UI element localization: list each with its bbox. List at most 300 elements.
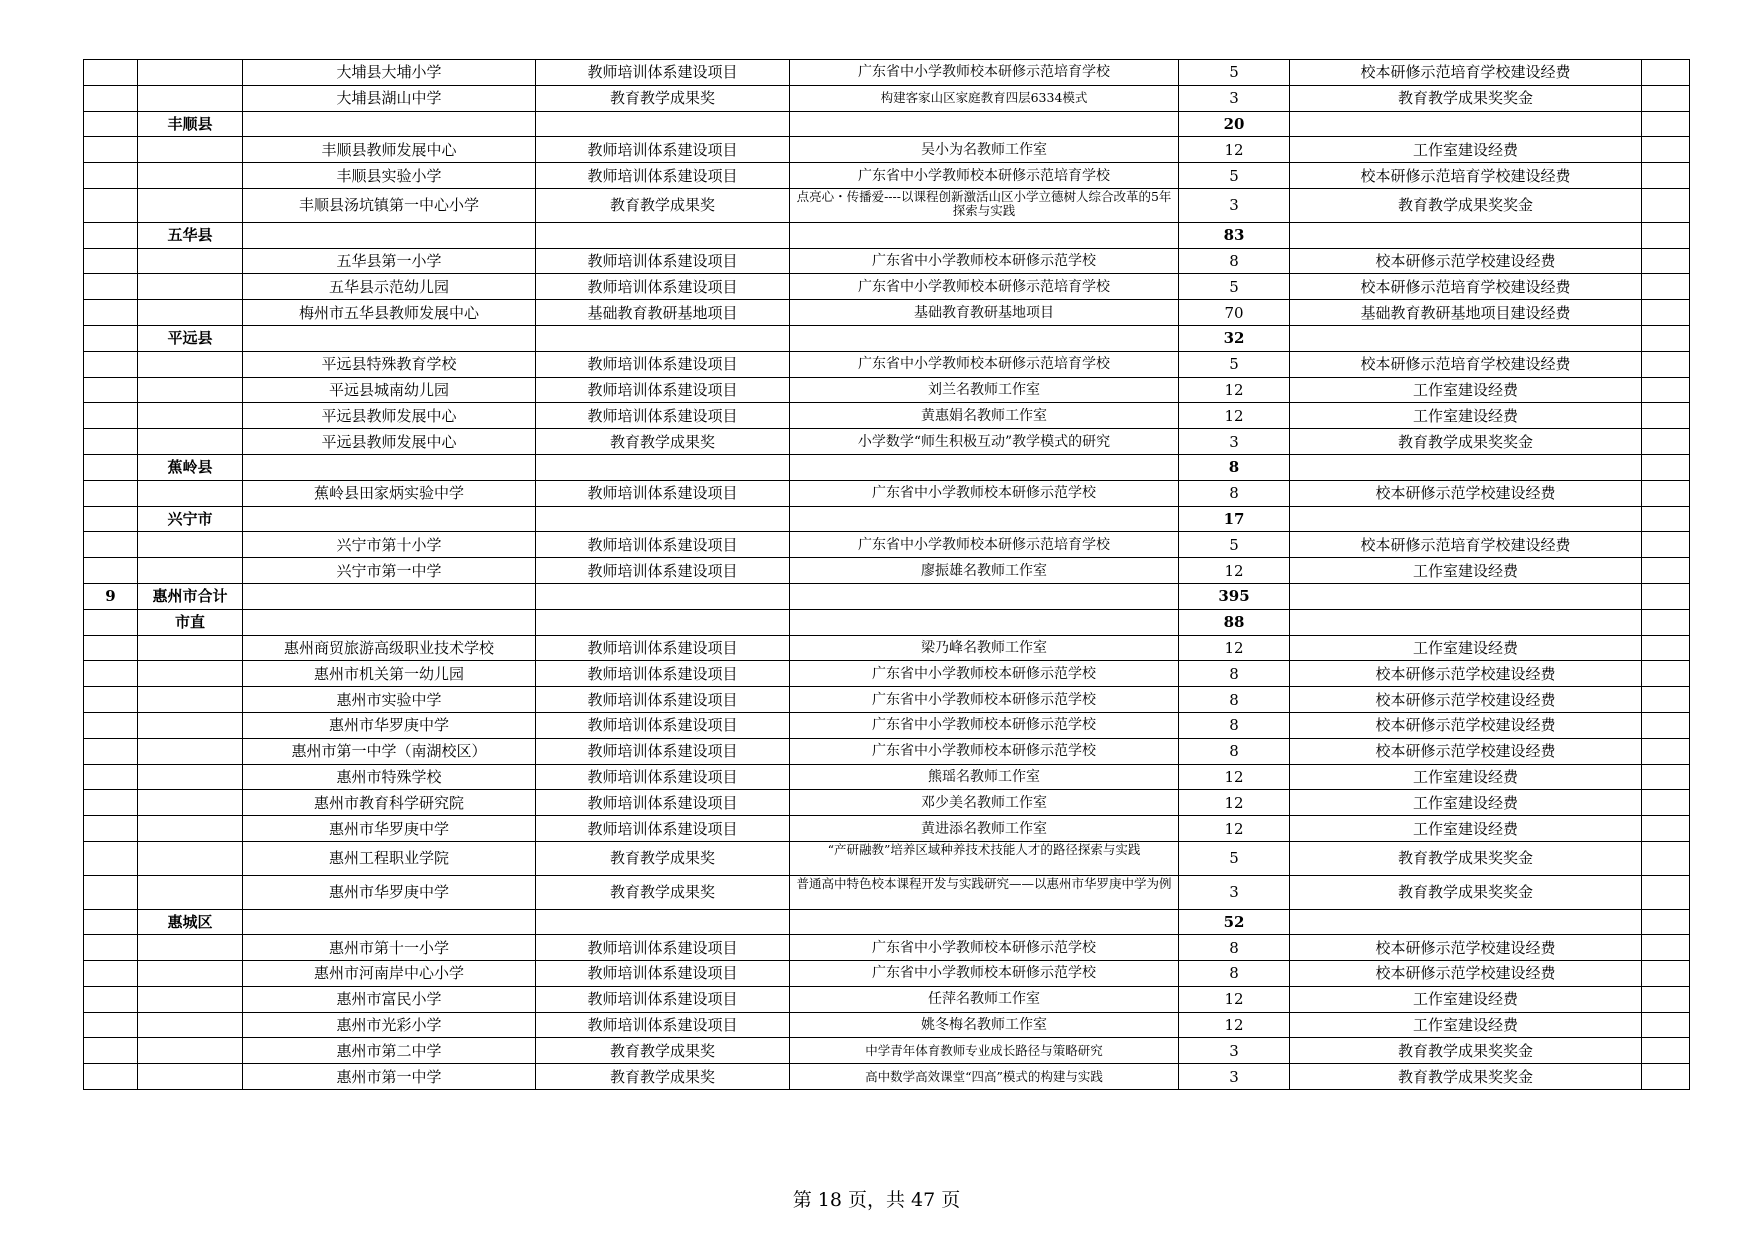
- category-cell: 教育教学成果奖: [536, 429, 790, 455]
- amount-cell: 8: [1179, 738, 1290, 764]
- table-row: [84, 635, 1690, 661]
- row-number-cell: [84, 274, 138, 300]
- note-cell: [1642, 909, 1690, 935]
- purpose-cell: 教育教学成果奖奖金: [1290, 429, 1642, 455]
- amount-cell: 5: [1179, 532, 1290, 558]
- project-cell: 广东省中小学教师校本研修示范培育学校: [790, 60, 1179, 86]
- note-cell: [1642, 85, 1690, 111]
- city-total-row: [84, 583, 1690, 609]
- amount-cell: 12: [1179, 1012, 1290, 1038]
- project-text: 点亮心・传播爱----以课程创新激活山区小学立德树人综合改革的5年探索与实践: [796, 190, 1172, 219]
- note-cell: [1642, 429, 1690, 455]
- category-cell: 教师培训体系建设项目: [536, 60, 790, 86]
- row-number-cell: [84, 325, 138, 351]
- table-row: [84, 738, 1690, 764]
- row-number-cell: [84, 687, 138, 713]
- unit-cell: 丰顺县实验小学: [243, 163, 536, 189]
- region-cell: [138, 764, 243, 790]
- unit-cell: 惠州市华罗庚中学: [243, 875, 536, 909]
- amount-cell: 5: [1179, 841, 1290, 875]
- project-cell: [790, 875, 1179, 909]
- unit-cell: 惠州工程职业学院: [243, 841, 536, 875]
- project-cell: [790, 583, 1179, 609]
- project-cell: 黄进添名教师工作室: [790, 816, 1179, 842]
- row-number-cell: [84, 188, 138, 222]
- note-cell: [1642, 274, 1690, 300]
- region-cell: [138, 1064, 243, 1090]
- amount-cell: 12: [1179, 816, 1290, 842]
- row-number-cell: [84, 558, 138, 584]
- row-number-cell: [84, 60, 138, 86]
- row-number-cell: [84, 429, 138, 455]
- table-row: [84, 188, 1690, 222]
- note-cell: [1642, 222, 1690, 248]
- category-cell: [536, 111, 790, 137]
- region-cell: 惠州市合计: [138, 583, 243, 609]
- amount-cell: 52: [1179, 909, 1290, 935]
- project-cell: 广东省中小学教师校本研修示范学校: [790, 712, 1179, 738]
- category-cell: 教师培训体系建设项目: [536, 816, 790, 842]
- purpose-cell: 工作室建设经费: [1290, 635, 1642, 661]
- region-cell: 丰顺县: [138, 111, 243, 137]
- table-row: [84, 377, 1690, 403]
- unit-cell: 平远县教师发展中心: [243, 403, 536, 429]
- unit-cell: 平远县城南幼儿园: [243, 377, 536, 403]
- purpose-cell: 教育教学成果奖奖金: [1290, 1038, 1642, 1064]
- region-cell: [138, 558, 243, 584]
- table-row: [84, 1038, 1690, 1064]
- project-cell: 广东省中小学教师校本研修示范学校: [790, 661, 1179, 687]
- table-row: [84, 875, 1690, 909]
- note-cell: [1642, 661, 1690, 687]
- project-cell: [790, 609, 1179, 635]
- purpose-cell: [1290, 325, 1642, 351]
- table-row: [84, 841, 1690, 875]
- region-cell: [138, 300, 243, 326]
- note-cell: [1642, 532, 1690, 558]
- project-text: “产研融教”培养区域种养技术技能人才的路径探索与实践: [827, 843, 1141, 858]
- region-cell: [138, 60, 243, 86]
- region-cell: [138, 738, 243, 764]
- purpose-cell: 校本研修示范培育学校建设经费: [1290, 274, 1642, 300]
- category-cell: 教师培训体系建设项目: [536, 764, 790, 790]
- category-cell: 教育教学成果奖: [536, 188, 790, 222]
- amount-cell: 83: [1179, 222, 1290, 248]
- project-cell: 广东省中小学教师校本研修示范学校: [790, 961, 1179, 987]
- unit-cell: 惠州市华罗庚中学: [243, 816, 536, 842]
- purpose-cell: 教育教学成果奖奖金: [1290, 188, 1642, 222]
- row-number-cell: [84, 163, 138, 189]
- purpose-cell: 校本研修示范学校建设经费: [1290, 687, 1642, 713]
- unit-cell: 梅州市五华县教师发展中心: [243, 300, 536, 326]
- note-cell: [1642, 986, 1690, 1012]
- note-cell: [1642, 163, 1690, 189]
- region-cell: [138, 351, 243, 377]
- note-cell: [1642, 1064, 1690, 1090]
- purpose-cell: 校本研修示范培育学校建设经费: [1290, 532, 1642, 558]
- table-row: [84, 1064, 1690, 1090]
- note-cell: [1642, 841, 1690, 875]
- unit-cell: 五华县第一小学: [243, 248, 536, 274]
- table-row: [84, 137, 1690, 163]
- unit-cell: 惠州商贸旅游高级职业技术学校: [243, 635, 536, 661]
- project-cell: [790, 325, 1179, 351]
- amount-cell: 3: [1179, 875, 1290, 909]
- amount-cell: 32: [1179, 325, 1290, 351]
- unit-cell: 大埔县湖山中学: [243, 85, 536, 111]
- row-number-cell: [84, 85, 138, 111]
- table-row: [84, 1012, 1690, 1038]
- region-cell: [138, 687, 243, 713]
- table-body: [84, 60, 1690, 1090]
- amount-cell: 12: [1179, 790, 1290, 816]
- row-number-cell: [84, 935, 138, 961]
- row-number-cell: [84, 816, 138, 842]
- category-cell: [536, 222, 790, 248]
- region-cell: 惠城区: [138, 909, 243, 935]
- purpose-cell: 工作室建设经费: [1290, 377, 1642, 403]
- page-footer: 第 18 页，共 47 页: [792, 1189, 961, 1211]
- category-cell: 教师培训体系建设项目: [536, 558, 790, 584]
- row-number-cell: [84, 661, 138, 687]
- amount-cell: 12: [1179, 558, 1290, 584]
- region-cell: [138, 137, 243, 163]
- category-cell: 教师培训体系建设项目: [536, 661, 790, 687]
- row-number-cell: [84, 403, 138, 429]
- note-cell: [1642, 1038, 1690, 1064]
- project-cell: 广东省中小学教师校本研修示范培育学校: [790, 532, 1179, 558]
- purpose-cell: [1290, 454, 1642, 480]
- unit-cell: [243, 506, 536, 532]
- project-cell: 熊瑶名教师工作室: [790, 764, 1179, 790]
- region-cell: [138, 480, 243, 506]
- table-row: [84, 300, 1690, 326]
- project-cell: 任萍名教师工作室: [790, 986, 1179, 1012]
- note-cell: [1642, 351, 1690, 377]
- region-cell: 五华县: [138, 222, 243, 248]
- purpose-cell: 工作室建设经费: [1290, 558, 1642, 584]
- category-cell: 教师培训体系建设项目: [536, 935, 790, 961]
- region-cell: [138, 274, 243, 300]
- table-row: [84, 558, 1690, 584]
- table-row: [84, 274, 1690, 300]
- row-number-cell: [84, 712, 138, 738]
- project-cell: [790, 222, 1179, 248]
- purpose-cell: 教育教学成果奖奖金: [1290, 841, 1642, 875]
- category-cell: [536, 609, 790, 635]
- row-number-cell: [84, 609, 138, 635]
- project-cell: [790, 454, 1179, 480]
- project-cell: 吴小为名教师工作室: [790, 137, 1179, 163]
- row-number-cell: [84, 738, 138, 764]
- row-number-cell: [84, 909, 138, 935]
- unit-cell: [243, 609, 536, 635]
- purpose-cell: 校本研修示范培育学校建设经费: [1290, 163, 1642, 189]
- unit-cell: [243, 325, 536, 351]
- category-cell: 教师培训体系建设项目: [536, 687, 790, 713]
- unit-cell: 惠州市实验中学: [243, 687, 536, 713]
- region-cell: [138, 816, 243, 842]
- table-row: [84, 429, 1690, 455]
- note-cell: [1642, 961, 1690, 987]
- project-cell: 小学数学“师生积极互动”教学模式的研究: [790, 429, 1179, 455]
- unit-cell: 惠州市第一中学: [243, 1064, 536, 1090]
- amount-cell: 88: [1179, 609, 1290, 635]
- category-cell: 教师培训体系建设项目: [536, 163, 790, 189]
- region-cell: [138, 712, 243, 738]
- amount-cell: 8: [1179, 687, 1290, 713]
- row-number-cell: [84, 377, 138, 403]
- unit-cell: 平远县特殊教育学校: [243, 351, 536, 377]
- project-cell: 构建客家山区家庭教育四层6334模式: [790, 85, 1179, 111]
- unit-cell: 惠州市教育科学研究院: [243, 790, 536, 816]
- project-cell: 梁乃峰名教师工作室: [790, 635, 1179, 661]
- amount-cell: 12: [1179, 986, 1290, 1012]
- purpose-cell: 工作室建设经费: [1290, 986, 1642, 1012]
- category-cell: [536, 325, 790, 351]
- district-subtotal-row: [84, 454, 1690, 480]
- category-cell: 教师培训体系建设项目: [536, 738, 790, 764]
- district-subtotal-row: [84, 909, 1690, 935]
- amount-cell: 12: [1179, 137, 1290, 163]
- amount-cell: 8: [1179, 712, 1290, 738]
- table-row: [84, 480, 1690, 506]
- project-cell: [790, 909, 1179, 935]
- category-cell: [536, 506, 790, 532]
- note-cell: [1642, 790, 1690, 816]
- district-subtotal-row: [84, 222, 1690, 248]
- category-cell: 教育教学成果奖: [536, 1064, 790, 1090]
- project-cell: 广东省中小学教师校本研修示范培育学校: [790, 274, 1179, 300]
- note-cell: [1642, 403, 1690, 429]
- unit-cell: 惠州市富民小学: [243, 986, 536, 1012]
- category-cell: 教育教学成果奖: [536, 841, 790, 875]
- table-row: [84, 935, 1690, 961]
- table-row: [84, 712, 1690, 738]
- purpose-cell: 基础教育教研基地项目建设经费: [1290, 300, 1642, 326]
- region-cell: 蕉岭县: [138, 454, 243, 480]
- category-cell: 教师培训体系建设项目: [536, 480, 790, 506]
- unit-cell: [243, 909, 536, 935]
- allocation-table: [83, 59, 1690, 1090]
- note-cell: [1642, 506, 1690, 532]
- amount-cell: 3: [1179, 188, 1290, 222]
- unit-cell: 兴宁市第一中学: [243, 558, 536, 584]
- project-cell: 高中数学高效课堂“四高”模式的构建与实践: [790, 1064, 1179, 1090]
- row-number-cell: [84, 480, 138, 506]
- table-row: [84, 85, 1690, 111]
- amount-cell: 5: [1179, 274, 1290, 300]
- unit-cell: 惠州市第一中学（南湖校区）: [243, 738, 536, 764]
- unit-cell: [243, 583, 536, 609]
- unit-cell: [243, 222, 536, 248]
- region-cell: [138, 188, 243, 222]
- note-cell: [1642, 583, 1690, 609]
- category-cell: 教师培训体系建设项目: [536, 712, 790, 738]
- amount-cell: 5: [1179, 351, 1290, 377]
- project-cell: 黄惠娟名教师工作室: [790, 403, 1179, 429]
- unit-cell: 惠州市河南岸中心小学: [243, 961, 536, 987]
- note-cell: [1642, 480, 1690, 506]
- table-row: [84, 403, 1690, 429]
- region-cell: [138, 790, 243, 816]
- unit-cell: 大埔县大埔小学: [243, 60, 536, 86]
- note-cell: [1642, 1012, 1690, 1038]
- amount-cell: 70: [1179, 300, 1290, 326]
- district-subtotal-row: [84, 111, 1690, 137]
- category-cell: 教师培训体系建设项目: [536, 137, 790, 163]
- category-cell: 教育教学成果奖: [536, 1038, 790, 1064]
- purpose-cell: 校本研修示范培育学校建设经费: [1290, 60, 1642, 86]
- amount-cell: 5: [1179, 60, 1290, 86]
- table-row: [84, 986, 1690, 1012]
- note-cell: [1642, 300, 1690, 326]
- category-cell: [536, 909, 790, 935]
- project-cell: 广东省中小学教师校本研修示范培育学校: [790, 163, 1179, 189]
- row-number-cell: [84, 961, 138, 987]
- row-number-cell: [84, 841, 138, 875]
- unit-cell: 惠州市光彩小学: [243, 1012, 536, 1038]
- row-number-cell: [84, 111, 138, 137]
- project-cell: 广东省中小学教师校本研修示范学校: [790, 687, 1179, 713]
- note-cell: [1642, 325, 1690, 351]
- project-cell: 姚冬梅名教师工作室: [790, 1012, 1179, 1038]
- amount-cell: 12: [1179, 377, 1290, 403]
- project-cell: 刘兰名教师工作室: [790, 377, 1179, 403]
- region-cell: [138, 1038, 243, 1064]
- project-cell: 邓少美名教师工作室: [790, 790, 1179, 816]
- table-row: [84, 961, 1690, 987]
- project-cell: 广东省中小学教师校本研修示范学校: [790, 248, 1179, 274]
- amount-cell: 395: [1179, 583, 1290, 609]
- note-cell: [1642, 377, 1690, 403]
- region-cell: [138, 986, 243, 1012]
- purpose-cell: [1290, 909, 1642, 935]
- region-cell: [138, 635, 243, 661]
- purpose-cell: 校本研修示范学校建设经费: [1290, 248, 1642, 274]
- amount-cell: 8: [1179, 935, 1290, 961]
- purpose-cell: 校本研修示范学校建设经费: [1290, 961, 1642, 987]
- unit-cell: [243, 111, 536, 137]
- category-cell: 教师培训体系建设项目: [536, 961, 790, 987]
- category-cell: 教育教学成果奖: [536, 875, 790, 909]
- region-cell: [138, 532, 243, 558]
- table-row: [84, 60, 1690, 86]
- row-number-cell: [84, 351, 138, 377]
- table-row: [84, 248, 1690, 274]
- region-cell: 平远县: [138, 325, 243, 351]
- project-text: 普通高中特色校本课程开发与实践研究——以惠州市华罗庚中学为例: [796, 877, 1172, 892]
- project-cell: 广东省中小学教师校本研修示范培育学校: [790, 351, 1179, 377]
- unit-cell: 惠州市机关第一幼儿园: [243, 661, 536, 687]
- category-cell: 教师培训体系建设项目: [536, 351, 790, 377]
- project-cell: 廖振雄名教师工作室: [790, 558, 1179, 584]
- note-cell: [1642, 137, 1690, 163]
- note-cell: [1642, 60, 1690, 86]
- amount-cell: 3: [1179, 1038, 1290, 1064]
- amount-cell: 8: [1179, 961, 1290, 987]
- category-cell: 教师培训体系建设项目: [536, 274, 790, 300]
- district-subtotal-row: [84, 609, 1690, 635]
- purpose-cell: 工作室建设经费: [1290, 790, 1642, 816]
- amount-cell: 3: [1179, 429, 1290, 455]
- project-cell: [790, 188, 1179, 222]
- table-row: [84, 163, 1690, 189]
- purpose-cell: 工作室建设经费: [1290, 137, 1642, 163]
- region-cell: [138, 935, 243, 961]
- row-number-cell: [84, 137, 138, 163]
- amount-cell: 5: [1179, 163, 1290, 189]
- purpose-cell: 校本研修示范学校建设经费: [1290, 480, 1642, 506]
- category-cell: 教师培训体系建设项目: [536, 377, 790, 403]
- note-cell: [1642, 687, 1690, 713]
- table-row: [84, 661, 1690, 687]
- amount-cell: 8: [1179, 248, 1290, 274]
- note-cell: [1642, 609, 1690, 635]
- note-cell: [1642, 635, 1690, 661]
- unit-cell: 丰顺县教师发展中心: [243, 137, 536, 163]
- row-number-cell: [84, 764, 138, 790]
- unit-cell: 蕉岭县田家炳实验中学: [243, 480, 536, 506]
- purpose-cell: 工作室建设经费: [1290, 1012, 1642, 1038]
- purpose-cell: 校本研修示范学校建设经费: [1290, 738, 1642, 764]
- purpose-cell: [1290, 506, 1642, 532]
- purpose-cell: [1290, 222, 1642, 248]
- project-cell: [790, 506, 1179, 532]
- amount-cell: 17: [1179, 506, 1290, 532]
- region-cell: [138, 377, 243, 403]
- row-number-cell: [84, 506, 138, 532]
- row-number-cell: 9: [84, 583, 138, 609]
- unit-cell: 惠州市第十一小学: [243, 935, 536, 961]
- unit-cell: 兴宁市第十小学: [243, 532, 536, 558]
- table-row: [84, 687, 1690, 713]
- category-cell: [536, 583, 790, 609]
- category-cell: 教师培训体系建设项目: [536, 635, 790, 661]
- row-number-cell: [84, 1064, 138, 1090]
- category-cell: 教师培训体系建设项目: [536, 986, 790, 1012]
- region-cell: [138, 961, 243, 987]
- row-number-cell: [84, 635, 138, 661]
- row-number-cell: [84, 1012, 138, 1038]
- row-number-cell: [84, 222, 138, 248]
- unit-cell: 平远县教师发展中心: [243, 429, 536, 455]
- purpose-cell: 教育教学成果奖奖金: [1290, 85, 1642, 111]
- note-cell: [1642, 816, 1690, 842]
- unit-cell: 丰顺县汤坑镇第一中心小学: [243, 188, 536, 222]
- purpose-cell: 教育教学成果奖奖金: [1290, 1064, 1642, 1090]
- amount-cell: 20: [1179, 111, 1290, 137]
- unit-cell: 惠州市华罗庚中学: [243, 712, 536, 738]
- region-cell: [138, 661, 243, 687]
- note-cell: [1642, 188, 1690, 222]
- purpose-cell: 校本研修示范培育学校建设经费: [1290, 351, 1642, 377]
- table-row: [84, 764, 1690, 790]
- row-number-cell: [84, 454, 138, 480]
- purpose-cell: 校本研修示范学校建设经费: [1290, 935, 1642, 961]
- amount-cell: 8: [1179, 480, 1290, 506]
- district-subtotal-row: [84, 325, 1690, 351]
- amount-cell: 12: [1179, 403, 1290, 429]
- unit-cell: 惠州市特殊学校: [243, 764, 536, 790]
- row-number-cell: [84, 248, 138, 274]
- row-number-cell: [84, 875, 138, 909]
- note-cell: [1642, 248, 1690, 274]
- note-cell: [1642, 111, 1690, 137]
- region-cell: 兴宁市: [138, 506, 243, 532]
- purpose-cell: 工作室建设经费: [1290, 403, 1642, 429]
- purpose-cell: [1290, 111, 1642, 137]
